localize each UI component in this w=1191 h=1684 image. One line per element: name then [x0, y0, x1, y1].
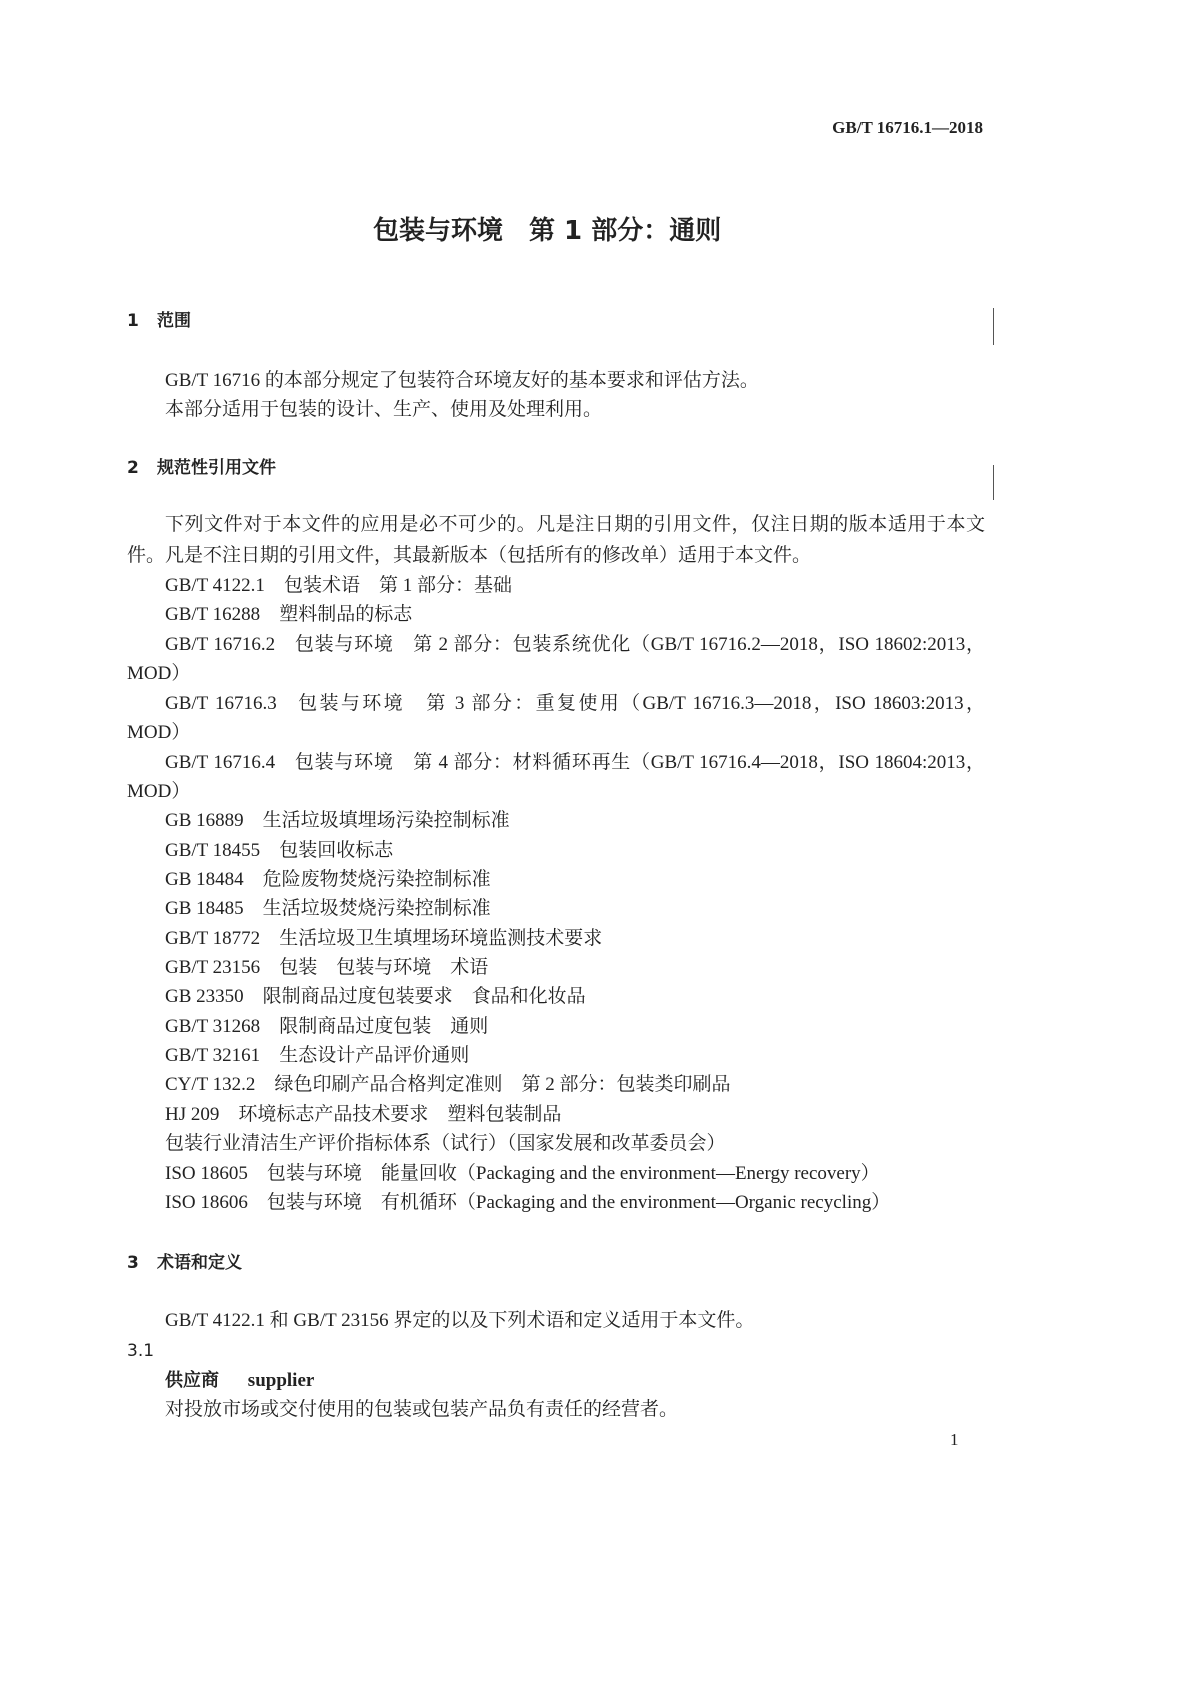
reference-title: 包装回收标志: [279, 840, 394, 861]
reference-title: 生态设计产品评价通则: [279, 1045, 470, 1066]
reference-item: [165, 1129, 726, 1159]
reference-continuation: MOD）: [127, 781, 191, 802]
reference-code: GB 16889: [165, 810, 244, 831]
reference-code: GB/T 18455: [165, 840, 261, 861]
standard-code-header: GB/T 16716.1—2018: [832, 118, 983, 137]
reference-code: GB/T 16716.4: [165, 752, 276, 773]
reference-title: 包装术语 第 1 部分：基础: [283, 575, 512, 596]
paragraph-line: 下列文件对于本文件的应用是必不可少的。凡是注日期的引用文件，仅注日期的版本适用于本文: [165, 514, 985, 535]
reference-code: HJ 209: [165, 1104, 220, 1125]
section-number: 3: [127, 1253, 139, 1273]
reference-title: 限制商品过度包装 通则: [279, 1016, 489, 1037]
reference-code: GB/T 18772: [165, 928, 261, 949]
paragraph: GB/T 4122.1 和 GB/T 23156 界定的以及下列术语和定义适用于本文件。: [165, 1310, 755, 1331]
reference-title: 包装与环境 第 3 部分：重复使用（GB/T 16716.3—2018，ISO 18603:2013，: [295, 693, 985, 714]
reference-item: [165, 1100, 561, 1130]
term-entry: [165, 1366, 314, 1396]
term-name-en: supplier: [247, 1370, 315, 1391]
reference-item: [165, 953, 488, 983]
reference-item: [165, 630, 985, 660]
section-title: 术语和定义: [157, 1253, 242, 1273]
section-heading-scope: [127, 306, 191, 336]
section-number: 1: [127, 311, 139, 331]
reference-title: 包装与环境 第 4 部分：材料循环再生（GB/T 16716.4—2018，ISO 18604:2013，: [294, 752, 985, 773]
reference-code: GB/T 31268: [165, 1016, 261, 1037]
paragraph-line: 件。凡是不注日期的引用文件，其最新版本（包括所有的修改单）适用于本文件。: [127, 545, 812, 566]
term-definition: 对投放市场或交付使用的包装或包装产品负有责任的经营者。: [165, 1399, 679, 1420]
reference-item: [165, 1041, 469, 1071]
reference-code: GB 18484: [165, 869, 244, 890]
reference-code: ISO 18605: [165, 1163, 248, 1184]
reference-item: [165, 689, 985, 719]
reference-continuation: MOD）: [127, 663, 191, 684]
section-number: 2: [127, 458, 139, 478]
reference-item: [165, 600, 412, 630]
reference-title: 生活垃圾填埋场污染控制标准: [262, 810, 510, 831]
reference-code: GB/T 16288: [165, 604, 261, 625]
section-heading-normative-references: [127, 453, 276, 483]
reference-item: [165, 748, 985, 778]
reference-code: GB 23350: [165, 986, 244, 1007]
reference-code: GB/T 32161: [165, 1045, 261, 1066]
section-title: 范围: [157, 311, 191, 331]
reference-title: 塑料制品的标志: [279, 604, 413, 625]
reference-item: [165, 836, 393, 866]
reference-title: 包装与环境 能量回收（Packaging and the environment—Energy recovery）: [266, 1163, 880, 1184]
page-number: 1: [950, 1430, 959, 1449]
reference-item: [165, 1012, 488, 1042]
reference-code: GB/T 16716.2: [165, 634, 276, 655]
reference-title: 绿色印刷产品合格判定准则 第 2 部分：包装类印刷品: [274, 1074, 731, 1095]
document-title: 包装与环境 第 1 部分：通则: [373, 216, 722, 246]
change-bar: [993, 465, 994, 500]
reference-title: 包装行业清洁生产评价指标体系（试行）（国家发展和改革委员会）: [165, 1133, 726, 1154]
reference-code: GB 18485: [165, 898, 244, 919]
reference-title: 生活垃圾焚烧污染控制标准: [262, 898, 491, 919]
reference-title: 包装与环境 第 2 部分：包装系统优化（GB/T 16716.2—2018，ISO 18602:2013，: [294, 634, 985, 655]
term-name-zh: 供应商: [165, 1370, 219, 1391]
reference-title: 包装与环境 有机循环（Packaging and the environment—Organic recycling）: [266, 1192, 891, 1213]
reference-title: 包装 包装与环境 术语: [279, 957, 489, 978]
paragraph: 本部分适用于包装的设计、生产、使用及处理利用。: [165, 399, 603, 420]
reference-item: [165, 894, 491, 924]
reference-code: ISO 18606: [165, 1192, 248, 1213]
reference-title: 环境标志产品技术要求 塑料包装制品: [238, 1104, 562, 1125]
reference-continuation: MOD）: [127, 722, 191, 743]
reference-item: [165, 1070, 730, 1100]
reference-item: [165, 865, 491, 895]
reference-code: CY/T 132.2: [165, 1074, 256, 1095]
reference-title: 生活垃圾卫生填埋场环境监测技术要求: [279, 928, 603, 949]
reference-code: GB/T 16716.3: [165, 693, 277, 714]
change-bar: [993, 308, 994, 345]
paragraph: GB/T 16716 的本部分规定了包装符合环境友好的基本要求和评估方法。: [165, 370, 759, 391]
reference-code: GB/T 23156: [165, 957, 261, 978]
reference-title: 危险废物焚烧污染控制标准: [262, 869, 491, 890]
reference-title: 限制商品过度包装要求 食品和化妆品: [262, 986, 586, 1007]
reference-item: [165, 806, 510, 836]
reference-item: [165, 1188, 890, 1218]
reference-item: [165, 571, 512, 601]
section-heading-terms: [127, 1248, 242, 1278]
term-number: 3.1: [127, 1341, 155, 1361]
reference-item: [165, 1159, 880, 1189]
reference-code: GB/T 4122.1: [165, 575, 265, 596]
reference-item: [165, 924, 602, 954]
section-title: 规范性引用文件: [157, 458, 276, 478]
reference-item: [165, 982, 586, 1012]
